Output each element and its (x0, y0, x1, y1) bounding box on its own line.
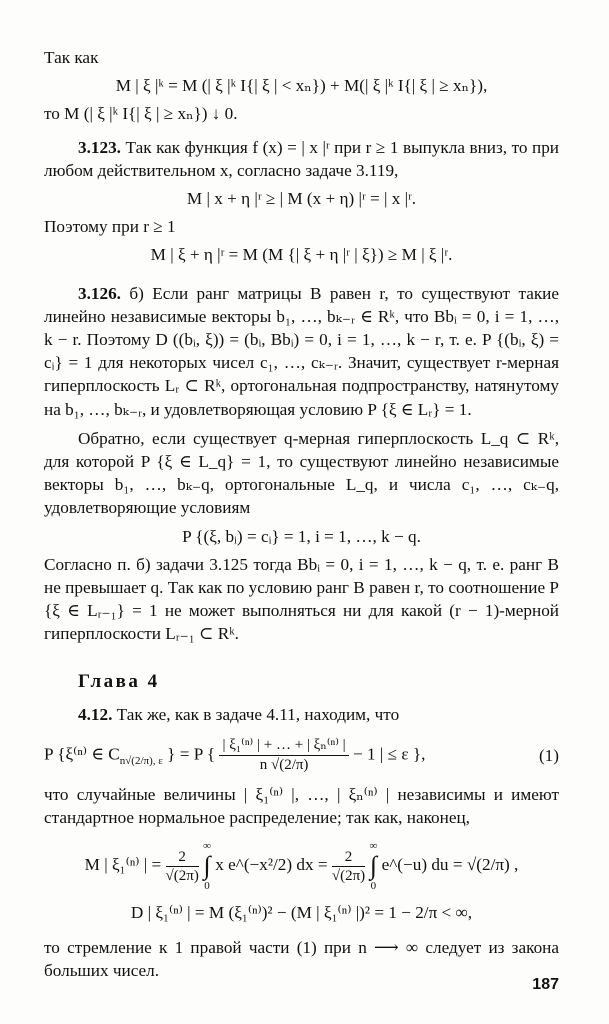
problem-number: 4.12. (78, 704, 113, 724)
equation-variance: D | ξ₁⁽ⁿ⁾ | = M (ξ₁⁽ⁿ⁾)² − (M | ξ₁⁽ⁿ⁾ |)² = 1 − 2/π < ∞, (130, 903, 473, 923)
equation-number: (1) (538, 746, 559, 766)
paragraph-independence: что случайные величины | ξ₁⁽ⁿ⁾ |, …, | ξₙ⁽ⁿ⁾ | независимы и имеют стандартное нормальное распределение; так как, наконец, (44, 785, 559, 828)
formula-jensen: M | x + η |ʳ ≥ | M (x + η) |ʳ = | x |ʳ. (186, 189, 417, 209)
chapter-heading: Глава 4 (78, 670, 160, 692)
frac-numerator: 2 (166, 848, 199, 867)
formula-moment-split: M | ξ |ᵏ = M (| ξ |ᵏ I{| ξ | < xₙ}) + M(| ξ |ᵏ I{| ξ | ≥ xₙ}), (115, 76, 488, 96)
eq1-fraction (219, 736, 348, 775)
problem-number: 3.126. (78, 283, 121, 303)
integral-upper-limit: ∞ (369, 840, 378, 853)
solution-text-continued: Поэтому при r ≥ 1 (44, 217, 176, 237)
eq1-subscript: n√(2/π), ε (119, 754, 163, 767)
formula-conditional: M | ξ + η |ʳ = M (M {| ξ + η |ʳ | ξ}) ≥ M | ξ |ʳ. (150, 245, 453, 265)
equation-mean-abs (44, 839, 559, 893)
solution-3-126 (44, 282, 559, 421)
integral-upper-limit: ∞ (203, 840, 211, 853)
eq2-integrand: x e^(−x²/2) dx = (215, 855, 328, 875)
frac-denominator: √(2π) (331, 867, 366, 884)
eq1-denominator: n √(2/π) (259, 757, 309, 774)
integral-sign: ∞ ∫ 0 (203, 840, 211, 893)
eq2-result: √(2/π) , (466, 855, 519, 875)
solution-4-12 (44, 703, 559, 726)
fraction-2-over-sqrt2pi-b (332, 848, 365, 885)
integral-lower-limit: 0 (204, 880, 210, 893)
formula-conditions: P {(ξ, bᵢ) = cᵢ} = 1, i = 1, …, k − q. (182, 526, 421, 546)
intro-text: Так как (44, 48, 99, 67)
frac-numerator: 2 (332, 848, 365, 867)
solution-3-123 (44, 136, 559, 182)
paragraph-conclusion: Согласно п. б) задачи 3.125 тогда Bbᵢ = 0, i = 1, …, k − q, т. е. ранг B не превышает q. Так как по условию ранг B равен r, то соотношение P {ξ ∈ Lᵣ₋₁} = 1 не может выполняться ни для какой (r − 1)-мерной гиперплоскости Lᵣ₋₁ ⊂ Rᵏ. (44, 554, 559, 644)
eq1-numerator: | ξ₁⁽ⁿ⁾ | + … + | ξₙ⁽ⁿ⁾ | (219, 736, 348, 756)
equation-1 (44, 736, 559, 775)
integral-lower-limit: 0 (370, 880, 377, 893)
formula-limit: то M (| ξ |ᵏ I{| ξ | ≥ xₙ}) ↓ 0. (44, 104, 238, 124)
fraction-2-over-sqrt2pi (166, 848, 199, 885)
frac-denominator: √(2π) (165, 867, 199, 884)
problem-number: 3.123. (78, 137, 121, 157)
solution-text: Так же, как в задаче 4.11, находим, что (116, 704, 400, 724)
paragraph-final: то стремление к 1 правой части (1) при n ⟶ ∞ следует из закона больших чисел. (44, 937, 559, 980)
integral-sign: ∞ ∫ 0 (369, 840, 378, 893)
solution-text: Так как функция f (x) = | x |ʳ при r ≥ 1 выпукла вниз, то при любом действительном x, согласно задаче 3.119, (44, 137, 560, 180)
solution-text: б) Если ранг матрицы B равен r, то существуют такие линейно независимые векторы b₁, …, bₖ₋ᵣ ∈ Rᵏ, что Bbᵢ = 0, i = 1, …, k − r. Поэтому D ((bᵢ, ξ)) = (bᵢ, Bbᵢ) = 0, i = 1, …, k − r, т. е. P {(bᵢ, ξ) = cᵢ} = 1 для некоторых чисел c₁, …, cₖ₋ᵣ. Значит, существует r-мерная гиперплоскость Lᵣ ⊂ Rᵏ, ортогональная подпространству, натянутому на b₁, …, bₖ₋ᵣ, и удовлетворяющая условию P {ξ ∈ Lᵣ} = 1. (44, 283, 559, 419)
eq2-integrand-b: e^(−u) du = (381, 855, 463, 875)
paragraph-converse: Обратно, если существует q-мерная гиперплоскость L_q ⊂ Rᵏ, для которой P {ξ ∈ L_q} = 1, то существуют линейно независимые векторы b₁, …, bₖ₋q, ортогональные L_q, и числа c₁, …, cₖ₋q, удовлетворяющие условиям (44, 428, 559, 518)
eq1-right: − 1 | ≤ ε }, (352, 744, 426, 764)
page-number: 187 (532, 976, 559, 993)
eq2-left: M | ξ₁⁽ⁿ⁾ | = (84, 855, 162, 875)
eq1-left: P {ξ⁽ⁿ⁾ ∈ C (44, 744, 120, 764)
eq1-mid: } = P { (167, 744, 216, 764)
